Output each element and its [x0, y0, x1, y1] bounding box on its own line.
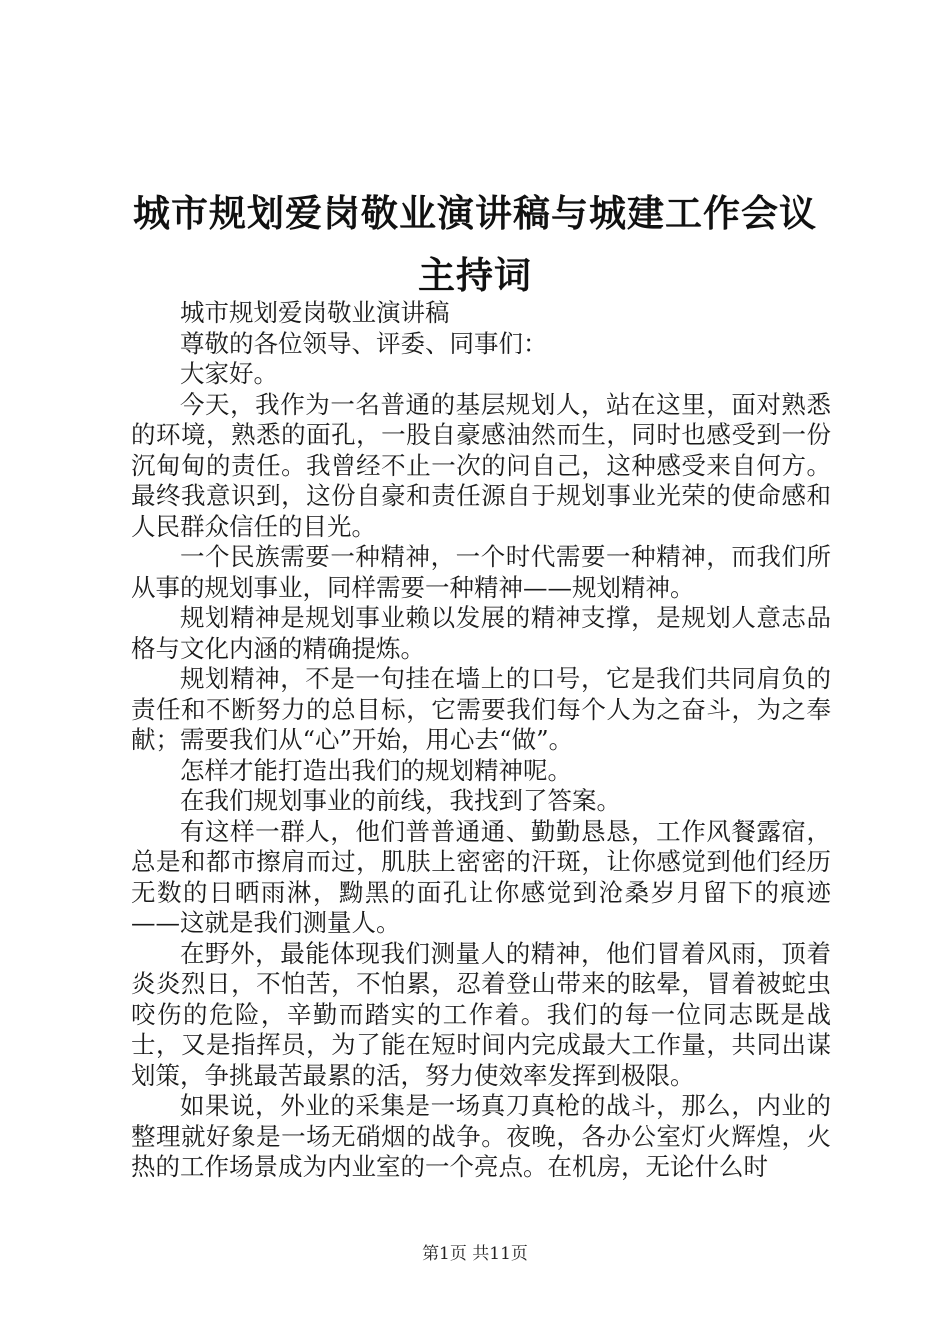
paragraph: 一个民族需要一种精神，一个时代需要一种精神，而我们所从事的规划事业，同样需要一种精神——规划精神。	[131, 542, 831, 602]
paragraph: 在我们规划事业的前线，我找到了答案。	[180, 786, 621, 815]
paragraph: 在野外，最能体现我们测量人的精神，他们冒着风雨，顶着炎炎烈日，不怕苦，不怕累，忍着登山带来的眩晕，冒着被蛇虫咬伤的危险，辛勤而踏实的工作着。我们的每一位同志既是战士，又是指挥员，为了能在短时间内完成最大工作量，共同出谋划策，争挑最苦最累的活，努力使效率发挥到极限。	[131, 938, 831, 1090]
paragraph: 怎样才能打造出我们的规划精神呢。	[180, 755, 572, 785]
page-number-footer: 第1页 共11页	[422, 1244, 528, 1264]
paragraph: 有这样一群人，他们普普通通、勤勤恳恳，工作风餐露宿，总是和都市擦肩而过，肌肤上密密的汗斑，让你感觉到他们经历无数的日晒雨淋，黝黑的面孔让你感觉到沧桑岁月留下的痕迹——这就是我们测量人。	[131, 816, 831, 937]
paragraph: 规划精神，不是一句挂在墙上的口号，它是我们共同肩负的责任和不断努力的总目标，它需要我们每个人为之奋斗，为之奉献；需要我们从“心”开始，用心去“做”。	[131, 664, 831, 754]
paragraph: 今天，我作为一名普通的基层规划人，站在这里，面对熟悉的环境，熟悉的面孔，一股自豪感油然而生，同时也感受到一份沉甸甸的责任。我曾经不止一次的问自己，这种感受来自何方。最终我意识到，这份自豪和责任源自于规划事业光荣的使命感和人民群众信任的目光。	[131, 389, 831, 541]
paragraph: 规划精神是规划事业赖以发展的精神支撑，是规划人意志品格与文化内涵的精确提炼。	[131, 603, 831, 663]
paragraph: 如果说，外业的采集是一场真刀真枪的战斗，那么，内业的整理就好象是一场无硝烟的战争。夜晚，各办公室灯火辉煌，火热的工作场景成为内业室的一个亮点。在机房，无论什么时	[131, 1091, 831, 1181]
document-title: 城市规划爱岗敬业演讲稿与城建工作会议主持词	[133, 191, 817, 297]
paragraph: 尊敬的各位领导、评委、同事们：	[180, 328, 548, 358]
paragraph: 城市规划爱岗敬业演讲稿	[180, 298, 450, 327]
paragraph: 大家好。	[180, 359, 278, 388]
document-body	[131, 298, 831, 1183]
